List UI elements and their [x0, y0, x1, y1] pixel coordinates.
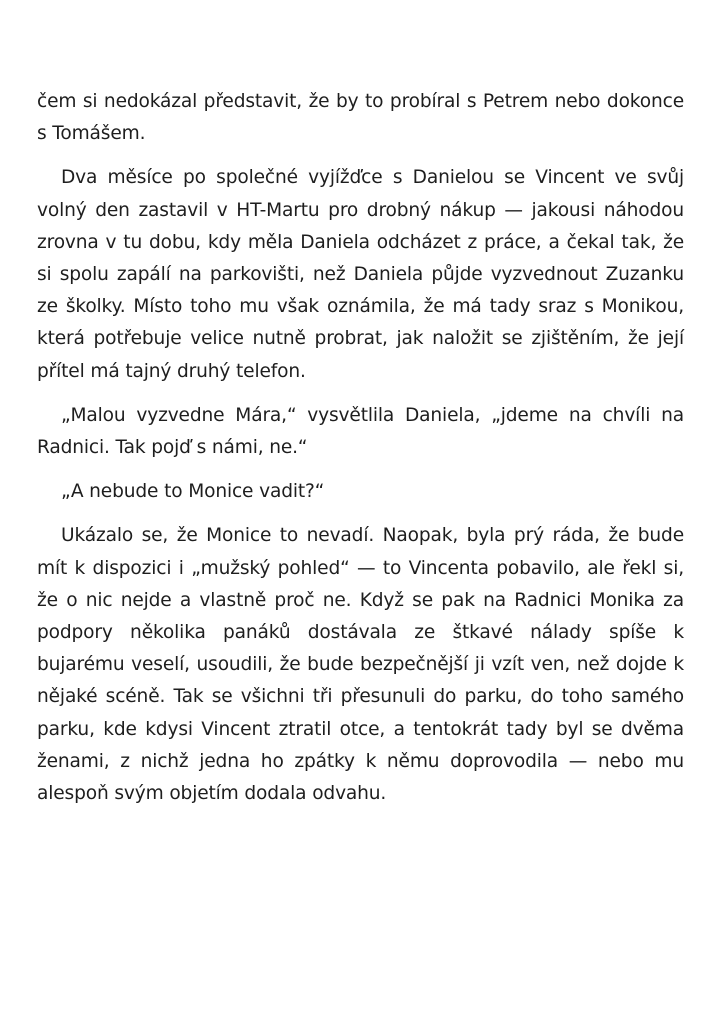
paragraph-continuation: čem si nedokázal představit, že by to probíral s Petrem nebo dokonce s Tomášem. — [37, 91, 684, 145]
paragraph-dialogue-daniela: „Malou vyzvedne Mára,“ vysvětlila Daniela, „jdeme na chvíli na Radnici. Tak pojď s námi, ne.“ — [37, 404, 684, 459]
paragraph-ht-mart: Dva měsíce po společné vyjížďce s Danielou se Vincent ve svůj volný den zastavil v HT-Martu pro drobný nákup — jakousi náhodou zrovna v tu dobu, kdy měla Daniela odcházet z práce, a čekal tak, že si spolu zapálí na parkovišti, než Daniela půjde vyzvednout Zuzanku ze školky. Místo toho mu však oznámila, že má tady sraz s Monikou, která potřebuje velice nutně probrat, jak naložit se zjištěním, že její přítel má tajný druhý telefon. — [37, 167, 684, 382]
paragraph-dialogue-question: „A nebude to Monice vadit?“ — [61, 481, 325, 503]
paragraph-park: Ukázalo se, že Monice to nevadí. Naopak, byla prý ráda, že bude mít k dispozici i „mužský pohled“ — to Vincenta pobavilo, ale řekl si, že o nic nejde a vlastně proč ne. Když se pak na Radnici Monika za podpory několika panáků dostávala ze štkavé nálady spíše k bujarému veselí, usoudili, že bude bezpečnější ji vzít ven, než dojde k nějaké scéně. Tak se všichni tři přesunuli do parku, do toho samého parku, kde kdysi Vincent ztratil otce, a tentokrát tady byl se dvěma ženami, z nichž jedna ho zpátky k němu doprovodila — nebo mu alespoň svým objetím dodala odvahu. — [37, 525, 684, 805]
page-text — [37, 86, 684, 822]
